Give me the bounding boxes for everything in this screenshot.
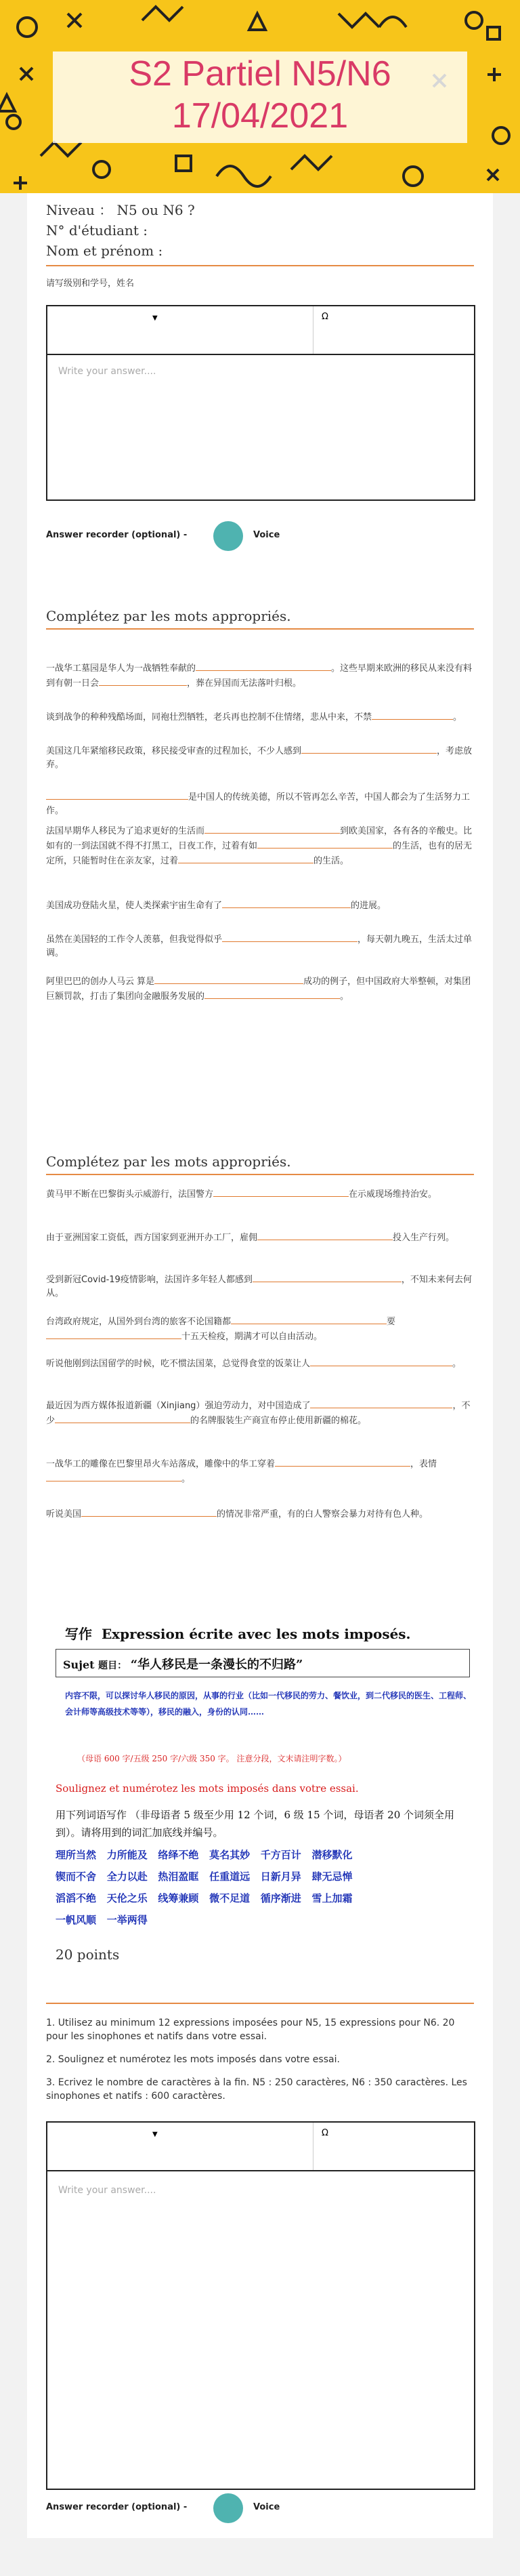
name-label: Nom et prénom :: [46, 243, 163, 259]
section2-item: [46, 1314, 473, 1344]
word: 雪上加霜: [311, 1892, 353, 1904]
text: 。: [452, 1359, 462, 1369]
word: 热泪盈眶: [158, 1870, 199, 1883]
instruction-text: 请写级别和学号，姓名: [46, 279, 135, 289]
essay-editor[interactable]: [46, 2121, 475, 2490]
word: 日新月异: [260, 1870, 301, 1883]
blank-field[interactable]: [257, 838, 393, 849]
blank-field[interactable]: [46, 1329, 181, 1339]
section1-item: [46, 710, 473, 724]
blank-field[interactable]: [301, 743, 437, 754]
section2-item: [46, 1187, 473, 1202]
section1-item: [46, 932, 473, 960]
content-note: 内容不限，可以探讨华人移民的原因，从事的行业（比如一代移民的劳力、餐饮业，到二代移民的医生、工程师、会计师等高级技术等等），移民的融入，身份的认同……: [65, 1691, 472, 1717]
section2-item: [46, 1456, 473, 1486]
blank-field[interactable]: [178, 853, 313, 863]
section1-item: [46, 743, 473, 772]
word: 肆无忌惮: [311, 1870, 353, 1883]
blank-field[interactable]: [204, 989, 340, 999]
word: 一举两得: [106, 1914, 148, 1926]
word: 线筹兼顾: [158, 1892, 199, 1904]
text: 阿里巴巴的创办人马云 算是: [46, 977, 155, 987]
text: 的名牌服装生产商宣布停止使用新疆的棉花。: [190, 1416, 367, 1426]
word: 循序渐进: [260, 1892, 301, 1904]
word: 滔滔不绝: [56, 1892, 97, 1904]
word: 全力以赴: [106, 1870, 148, 1883]
text: 美国成功登陆火星，使人类探索宇宙生命有了: [46, 901, 223, 911]
text: 成功的例子，但中国政府大举整顿，对集团巨额罚款，打击了集团向金融服务发展的: [46, 977, 471, 1002]
text: ，考虑放弃。: [46, 746, 473, 770]
blank-field[interactable]: [99, 676, 187, 686]
editor-toolbar: [47, 306, 474, 355]
blank-field[interactable]: [204, 823, 340, 834]
divider: [46, 265, 474, 266]
section1-item: [46, 661, 473, 691]
blank-field[interactable]: [213, 1187, 349, 1197]
section1-item: [46, 790, 473, 818]
special-char-icon[interactable]: Ω: [322, 312, 328, 322]
word: 任重道远: [209, 1870, 251, 1883]
word: 锲而不舍: [56, 1870, 97, 1883]
rule-item: 3. Ecrivez le nombre de caractères à la fin. N5 : 250 caractères, N6 : 350 caractères. Les sinophones et natifs : 600 caractères.: [46, 2077, 467, 2102]
blank-field[interactable]: [253, 1272, 402, 1282]
subject-line: [63, 1655, 303, 1673]
word: 微不足道: [209, 1892, 251, 1904]
section1-item: [46, 823, 473, 868]
text: 十五天检疫，期满才可以自由活动。: [181, 1332, 323, 1342]
header-banner: [0, 0, 520, 193]
divider: [46, 2003, 474, 2004]
text: 在示威现场维持治安。: [349, 1189, 437, 1200]
text: 一战华工墓园是华人为一战牺牲奉献的: [46, 663, 196, 674]
answer-recorder-label: Answer recorder (optional) -: [46, 530, 188, 540]
blank-field[interactable]: [196, 661, 331, 671]
divider: [46, 628, 474, 630]
blank-field[interactable]: [310, 1356, 452, 1366]
editor-toolbar: [47, 2123, 474, 2171]
word: 理所当然: [56, 1849, 97, 1861]
text: 。: [181, 1474, 191, 1484]
blank-field[interactable]: [231, 1314, 387, 1324]
blank-field[interactable]: [55, 1413, 190, 1423]
subject-mid: 题目：: [98, 1660, 127, 1671]
dropdown-arrow-icon[interactable]: ▼: [152, 314, 158, 322]
answer-placeholder[interactable]: Write your answer....: [58, 366, 156, 377]
text: 投入生产行列。: [393, 1233, 455, 1243]
rule-item: 2. Soulignez et numérotez les mots imposés dans votre essai.: [46, 2054, 340, 2065]
section1-item: [46, 974, 473, 1004]
subject-label: Sujet: [63, 1658, 95, 1671]
voice-label: Voice: [253, 530, 280, 540]
voice-label: Voice: [253, 2502, 280, 2512]
word-row: [56, 1887, 475, 1909]
blank-field[interactable]: [46, 1471, 181, 1481]
section2-heading: Complétez par les mots appropriés.: [46, 1153, 291, 1170]
text: 由于亚洲国家工资低，西方国家到亚洲开办工厂，雇佣: [46, 1233, 258, 1243]
student-number-label: N° d'étudiant :: [46, 222, 148, 239]
text: 的进展。: [351, 901, 387, 911]
text: ，不知未来何去何从。: [46, 1275, 472, 1299]
section2-item: [46, 1230, 473, 1245]
word-row: [56, 1844, 475, 1866]
section2-item: [46, 1507, 473, 1521]
text: 受到新冠Covid-19疫情影响，法国许多年轻人都感到: [46, 1275, 253, 1285]
blank-field[interactable]: [81, 1507, 217, 1517]
dropdown-arrow-icon[interactable]: ▼: [152, 2131, 158, 2138]
text: 一战华工的雕像在巴黎里昂火车站落成，雕像中的华工穿着: [46, 1459, 276, 1469]
subject-box: [56, 1649, 470, 1677]
word: 络绎不绝: [158, 1849, 199, 1861]
text: 最近因为西方媒体报道新疆（Xinjiang）强迫劳动力，对中国造成了: [46, 1401, 311, 1411]
text: 虽然在美国轻的工作令人羡慕，但我觉得似乎: [46, 935, 223, 945]
text: 。这些早期来欧洲的移民从来没有料到有朝一日会: [46, 663, 473, 689]
record-button[interactable]: [213, 2493, 243, 2523]
text: ，每天朝九晚五，生活太过单调。: [46, 935, 473, 958]
blank-field[interactable]: [372, 710, 453, 720]
record-button[interactable]: [213, 521, 243, 551]
text: 听说美国: [46, 1509, 82, 1519]
rule-item: 1. Utilisez au minimum 12 expressions imposées pour N5, 15 expressions pour N6. 20 pour les sinophones et natifs dans votre essai.: [46, 2018, 455, 2042]
text: 谈到战争的种种残酷场面，同袍壮烈牺牲，老兵再也控制不住情绪，悲从中来，不禁: [46, 712, 372, 722]
subject-text: “华人移民是一条漫长的不归路”: [130, 1658, 303, 1672]
text: ，不少: [46, 1401, 471, 1426]
section3-heading: [65, 1623, 411, 1643]
blank-field[interactable]: [222, 932, 358, 942]
word-list: [56, 1844, 475, 1931]
blank-field[interactable]: [310, 1398, 452, 1408]
word: 力所能及: [106, 1849, 148, 1861]
text: ，表情: [410, 1459, 437, 1469]
underline-note: Soulignez et numérotez les mots imposés dans votre essai.: [56, 1782, 359, 1795]
title-line-2: 17/04/2021: [171, 96, 349, 136]
blank-field[interactable]: [257, 1230, 393, 1240]
blank-field[interactable]: [154, 974, 303, 984]
answer-editor[interactable]: [46, 305, 475, 501]
word: 一帆风顺: [56, 1914, 97, 1926]
section2-item: [46, 1356, 473, 1371]
niveau-label: Niveau ： N5 ou N6 ?: [46, 202, 195, 218]
text: 到欧美国家，各有各的辛酸史。比如有的一到法国就不得不打黑工，日夜工作，过着有如: [46, 826, 473, 851]
text: 。: [453, 712, 462, 722]
section2-item: [46, 1398, 473, 1428]
section2-item: [46, 1272, 473, 1301]
page-title: [53, 53, 467, 137]
text: 台湾政府规定，从国外到台湾的旅客不论国籍都: [46, 1317, 232, 1327]
text: 听说他刚到法国留学的时候，吃不惯法国菜，总觉得食堂的饭菜让人: [46, 1359, 311, 1369]
essay-placeholder[interactable]: Write your answer....: [58, 2185, 156, 2196]
form-card: [27, 193, 493, 2538]
blank-field[interactable]: [46, 790, 188, 800]
text: 的情况非常严重，有的白人警察会暴力对待有色人种。: [217, 1509, 429, 1519]
word-count-note: （母语 600 字/五级 250 字/六级 350 字。 注意分段，文末请注明字数。）: [77, 1754, 347, 1763]
title-line-1: S2 Partiel N5/N6: [129, 54, 391, 94]
text: 是中国人的传统美德，所以不管再怎么辛苦，中国人都会为了生活努力工作。: [46, 792, 471, 816]
heading-prefix: 写作: [65, 1626, 92, 1642]
blank-field[interactable]: [222, 898, 351, 908]
text: 法国早期华人移民为了追求更好的生活而: [46, 826, 205, 836]
text: 。: [340, 991, 349, 1002]
text: 黄马甲不断在巴黎街头示威游行，法国警方: [46, 1189, 214, 1200]
points-label: 20 points: [56, 1946, 120, 1963]
heading-rest: Expression écrite avec les mots imposés.: [101, 1626, 411, 1642]
special-char-icon[interactable]: Ω: [322, 2128, 328, 2138]
word: 莫名其妙: [209, 1849, 251, 1861]
word-row: [56, 1909, 475, 1931]
text: ，葬在异国而无法落叶归根。: [187, 678, 302, 689]
text: 美国这几年紧缩移民政策，移民接受审查的过程加长，不少人感到: [46, 746, 302, 756]
text: 要: [387, 1317, 396, 1327]
word: 潜移默化: [311, 1849, 353, 1861]
section1-heading: Complétez par les mots appropriés.: [46, 608, 291, 624]
word-row: [56, 1866, 475, 1887]
section1-item: [46, 898, 473, 913]
blank-field[interactable]: [275, 1456, 410, 1467]
text: 的生活，也有的居无定所，只能暂时住在亲友家，过着: [46, 841, 473, 866]
divider: [46, 1174, 474, 1175]
word: 天伦之乐: [106, 1892, 148, 1904]
word: 千方百计: [260, 1849, 301, 1861]
answer-recorder-label: Answer recorder (optional) -: [46, 2502, 188, 2512]
text: 的生活。: [313, 856, 349, 866]
instruction-cn: 用下列词语写作 （非母语者 5 级至少用 12 个词，6 级 15 个词，母语者 20 个词须全用到）。请将用到的词汇加底线并编号。: [56, 1809, 455, 1839]
